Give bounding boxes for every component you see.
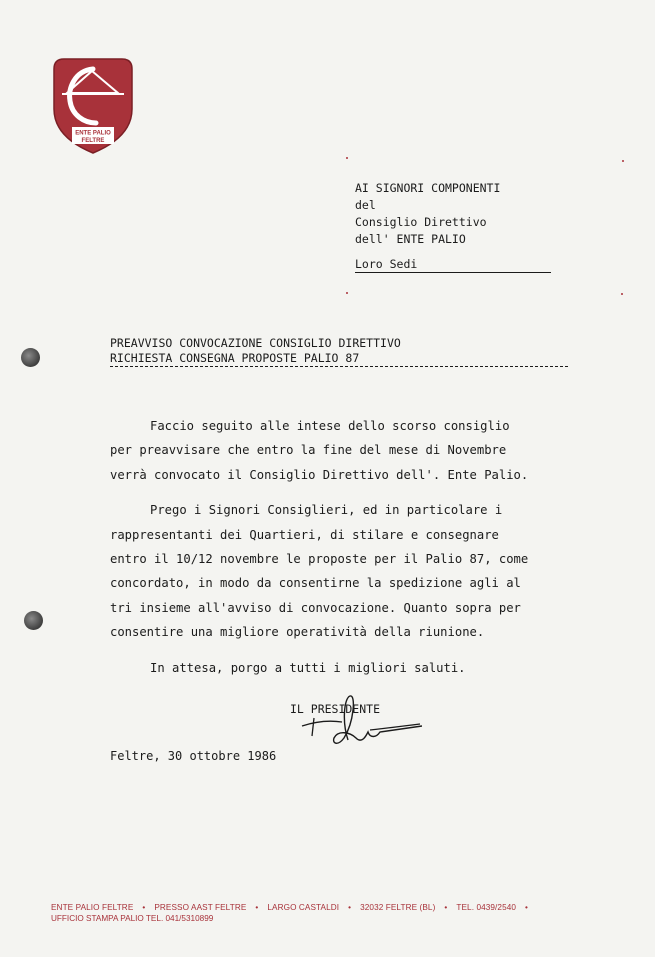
body-line: entro il 10/12 novembre le proposte per il Palio 87, come bbox=[110, 551, 529, 566]
date-line: Feltre, 30 ottobre 1986 bbox=[110, 749, 277, 763]
body-line: tri insieme all'avviso di convocazione. Quanto sopra per bbox=[110, 600, 521, 615]
footer-separator: • bbox=[142, 903, 146, 912]
footer-separator: • bbox=[348, 903, 352, 912]
footer-separator: • bbox=[444, 903, 448, 912]
letter-body bbox=[110, 414, 590, 680]
handwritten-signature bbox=[292, 692, 422, 750]
recipient-line-1: AI SIGNORI COMPONENTI bbox=[355, 181, 501, 195]
punch-hole-bottom bbox=[24, 611, 43, 630]
recipient-line-3: Consiglio Direttivo bbox=[355, 215, 487, 229]
footer-line-1 bbox=[51, 902, 537, 913]
body-line: concordato, in modo da consentirne la spedizione agli al bbox=[110, 576, 521, 591]
ente-palio-logo bbox=[52, 57, 134, 155]
punch-hole-top bbox=[21, 348, 40, 367]
body-line: Faccio seguito alle intese dello scorso consiglio bbox=[150, 419, 510, 433]
speck bbox=[346, 157, 348, 159]
recipient-line-5: Loro Sedi bbox=[355, 257, 551, 273]
body-line: consentire una migliore operatività della riunione. bbox=[110, 625, 485, 640]
speck bbox=[346, 292, 348, 294]
body-line: Prego i Signori Consiglieri, ed in particolare i bbox=[150, 503, 503, 518]
footer-separator: • bbox=[525, 903, 529, 912]
letterhead-footer bbox=[51, 902, 537, 924]
footer-item: PRESSO AAST FELTRE bbox=[154, 903, 247, 912]
footer-separator: • bbox=[255, 903, 259, 912]
body-line: per preavvisare che entro la fine del mese di Novembre bbox=[110, 443, 507, 458]
subject-divider bbox=[110, 366, 568, 367]
subject-block bbox=[110, 336, 401, 366]
closing-line: In attesa, porgo a tutti i migliori saluti. bbox=[150, 660, 466, 675]
footer-item: 32032 FELTRE (BL) bbox=[360, 903, 436, 912]
footer-item: TEL. 0439/2540 bbox=[456, 903, 517, 912]
footer-item: ENTE PALIO FELTRE bbox=[51, 903, 134, 912]
body-line: verrà convocato il Consiglio Direttivo dell'. Ente Palio. bbox=[110, 467, 529, 482]
speck bbox=[622, 160, 624, 162]
subject-line-2: RICHIESTA CONSEGNA PROPOSTE PALIO 87 bbox=[110, 351, 360, 365]
speck bbox=[621, 293, 623, 295]
recipient-block bbox=[355, 180, 551, 273]
logo-line1: ENTE PALIO bbox=[75, 130, 111, 137]
recipient-line-4: dell' ENTE PALIO bbox=[355, 232, 466, 246]
footer-item: LARGO CASTALDI bbox=[267, 903, 340, 912]
footer-line-2: UFFICIO STAMPA PALIO TEL. 041/5310899 bbox=[51, 914, 214, 923]
shield-logo-icon bbox=[52, 57, 134, 155]
subject-line-1: PREAVVISO CONVOCAZIONE CONSIGLIO DIRETTIVO bbox=[110, 336, 401, 350]
recipient-line-2: del bbox=[355, 198, 376, 212]
signature-title: IL PRESIDENTE bbox=[290, 702, 381, 716]
body-line: rappresentanti dei Quartieri, di stilare e consegnare bbox=[110, 527, 499, 542]
logo-line2: FELTRE bbox=[81, 138, 105, 144]
